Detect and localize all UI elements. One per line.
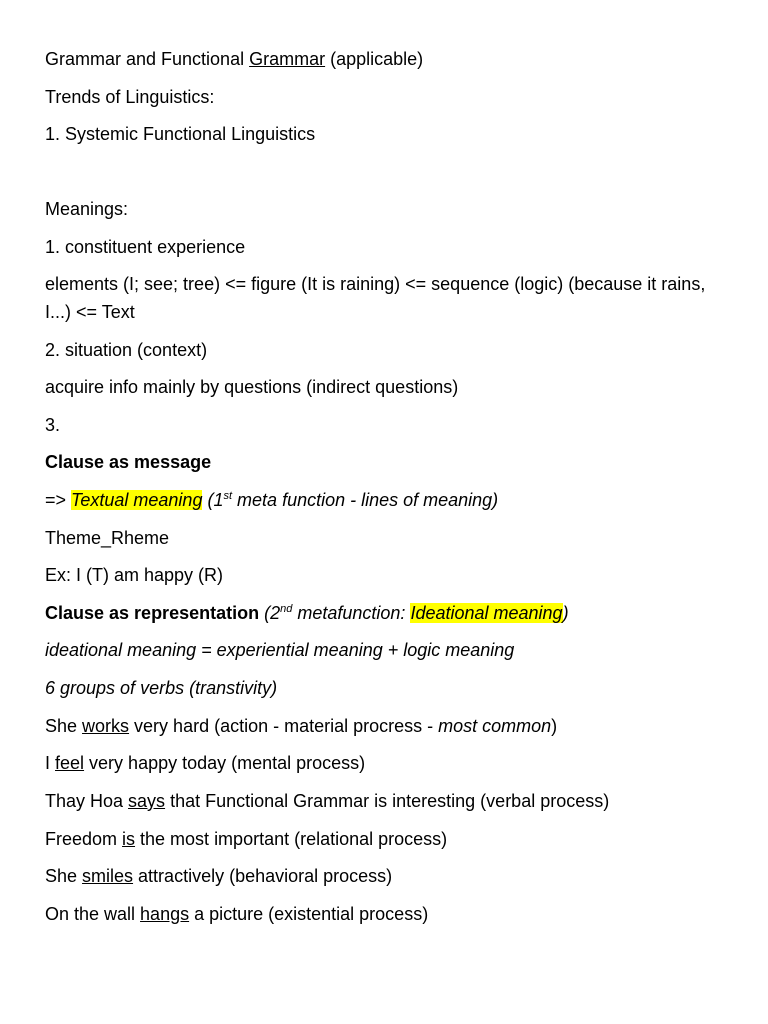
title-underlined-word: Grammar bbox=[249, 49, 326, 69]
arrow-text: => bbox=[45, 490, 72, 510]
example-text: attractively (behavioral process) bbox=[133, 866, 393, 886]
document-title bbox=[45, 45, 725, 73]
example-text: a picture (existential process) bbox=[189, 904, 429, 924]
example-verb: hangs bbox=[140, 904, 190, 924]
example-text: On the wall bbox=[45, 904, 141, 924]
trends-heading: Trends of Linguistics: bbox=[45, 87, 215, 107]
example-verb: says bbox=[128, 791, 166, 811]
ideational-meaning-highlight: Ideational meaning bbox=[410, 603, 563, 623]
example-verbal-process bbox=[45, 787, 725, 815]
meaning-1: 1. constituent experience bbox=[45, 237, 246, 257]
example-material-process bbox=[45, 712, 725, 740]
example-existential-process bbox=[45, 900, 725, 928]
example-verb: is bbox=[122, 829, 136, 849]
meaning-2: 2. situation (context) bbox=[45, 340, 208, 360]
ideational-definition: ideational meaning = experiential meaning + logic meaning bbox=[45, 640, 515, 660]
example-text: Freedom bbox=[45, 829, 123, 849]
trend-item-1: 1. Systemic Functional Linguistics bbox=[45, 124, 316, 144]
example-verb: smiles bbox=[82, 866, 134, 886]
meaning-3: 3. bbox=[45, 415, 61, 435]
rep-metafunction: metafunction: bbox=[292, 603, 411, 623]
example-verb: feel bbox=[55, 753, 85, 773]
example-text: She bbox=[45, 866, 83, 886]
example-text: ) bbox=[551, 716, 558, 736]
meaning-1-detail: elements (I; see; tree) <= figure (It is raining) <= sequence (logic) (because it rains, I...) <= Text bbox=[45, 274, 706, 322]
example-text: the most important (relational process) bbox=[135, 829, 448, 849]
example-behavioral-process bbox=[45, 862, 725, 890]
example-italic-note: most common bbox=[438, 716, 552, 736]
title-prefix: Grammar and Functional bbox=[45, 49, 250, 69]
example-text: that Functional Grammar is interesting (verbal process) bbox=[165, 791, 610, 811]
title-suffix: (applicable) bbox=[325, 49, 424, 69]
rep-ordinal-sup: nd bbox=[280, 603, 293, 615]
example-text: very happy today (mental process) bbox=[84, 753, 366, 773]
example-text: very hard (action - material procress - bbox=[129, 716, 439, 736]
example-text: She bbox=[45, 716, 83, 736]
textual-meaning-highlight: Textual meaning bbox=[71, 490, 203, 510]
theme-rheme-example: Ex: I (T) am happy (R) bbox=[45, 565, 224, 585]
example-mental-process bbox=[45, 749, 725, 777]
verb-groups-heading: 6 groups of verbs (transtivity) bbox=[45, 678, 278, 698]
example-relational-process bbox=[45, 825, 725, 853]
clause-as-representation-line bbox=[45, 599, 725, 627]
meanings-heading: Meanings: bbox=[45, 199, 129, 219]
clause-as-message-heading: Clause as message bbox=[45, 452, 212, 472]
textual-paren-open: (1 bbox=[202, 490, 224, 510]
example-text: I bbox=[45, 753, 56, 773]
example-verb: works bbox=[82, 716, 130, 736]
theme-rheme: Theme_Rheme bbox=[45, 528, 170, 548]
rep-paren-open: (2 bbox=[259, 603, 281, 623]
rep-paren-close: ) bbox=[562, 603, 569, 623]
example-text: Thay Hoa bbox=[45, 791, 129, 811]
meaning-2-detail: acquire info mainly by questions (indirect questions) bbox=[45, 377, 459, 397]
textual-meaning-line bbox=[45, 486, 725, 514]
textual-meta-function: meta function - lines of meaning) bbox=[232, 490, 499, 510]
clause-as-representation-heading: Clause as representation bbox=[45, 603, 260, 623]
textual-ordinal-sup: st bbox=[223, 490, 233, 502]
